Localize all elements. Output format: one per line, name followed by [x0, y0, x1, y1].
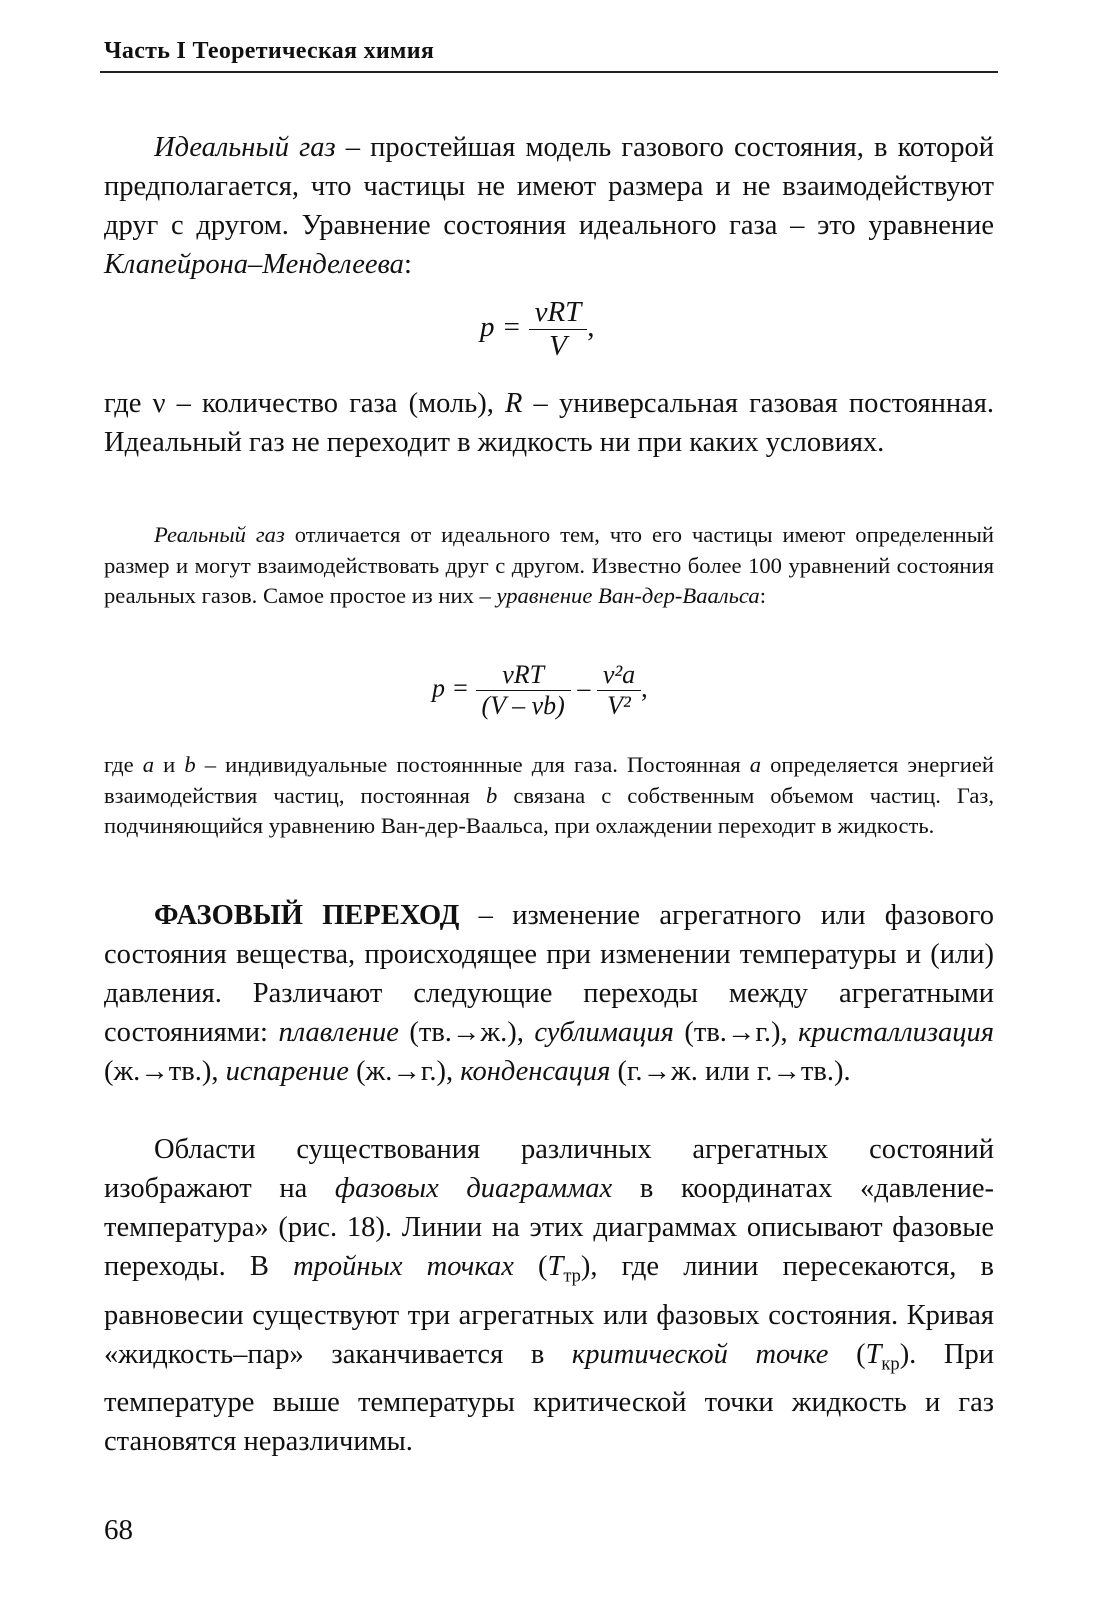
formula2-lhs: p = [432, 673, 470, 703]
p6-t6: ). При температуре выше температуры критической точки жидкость и газ становятся неразличимы. [104, 1338, 995, 1458]
p6-t2: в координатах «давление-температура» (рис. 18). Линии на этих диаграммах описывают фазовые переходы. В [104, 1173, 994, 1282]
p6-sub1: тр [563, 1265, 581, 1287]
formula-clapeyron [480, 296, 595, 363]
paragraph-ideal-gas-explanation [104, 384, 994, 462]
p4-t5: связана с собственным объемом частиц. Газ, подчиняющийся уравнению Ван-дер-Ваальса, при охлаждении переходит в жидкость. [104, 782, 995, 839]
p5-evaporation: испарение [225, 1056, 349, 1087]
term-real-gas: Реальный газ [154, 522, 285, 547]
p4-a: a [142, 752, 155, 777]
formula1-fraction [529, 296, 588, 363]
p5-crystallization: кристаллизация [798, 1017, 994, 1048]
header-rule [100, 71, 998, 73]
p6-t3: ( [513, 1251, 548, 1282]
p2-text1: где ν – количество газа (моль), [104, 388, 505, 419]
p4-t1: где [104, 752, 143, 777]
p4-t4: определяется энергией взаимодействия частиц, постоянная [104, 752, 994, 808]
formula2-denominator2: V² [597, 690, 641, 721]
formula1-denominator: V [529, 329, 588, 363]
p2-r: R [504, 388, 523, 419]
paragraph-constants [104, 750, 994, 842]
p5-t3: (тв.→г.), [673, 1017, 799, 1048]
running-header: Часть I Теоретическая химия [104, 38, 435, 64]
p6-t1: Области существования различных агрегатных состояний изображают на [104, 1134, 994, 1204]
term-phase-transition: ФАЗОВЫЙ ПЕРЕХОД [154, 900, 460, 931]
p6-T2: T [865, 1338, 882, 1370]
paragraph-ideal-gas [104, 128, 994, 284]
p4-t3: – индивидуальные постояннные для газа. Постоянная [195, 752, 750, 777]
p6-phase-diagrams: фазовых диаграммах [334, 1173, 613, 1204]
formula2-fraction2 [597, 660, 641, 721]
p6-t5: ( [828, 1338, 866, 1370]
paragraph-phase-transition [104, 896, 994, 1091]
formula-van-der-waals [432, 660, 648, 721]
term-ideal-gas: Идеальный газ [154, 132, 336, 163]
p5-t2: (тв.→ж.), [398, 1017, 535, 1048]
p5-t6: (г.→ж. или г.→тв.). [610, 1056, 851, 1087]
p3-text2: : [759, 583, 766, 609]
formula2-tail: , [641, 673, 648, 703]
p1-text2: : [403, 249, 412, 280]
p6-T1: T [547, 1251, 564, 1282]
formula2-minus: – [577, 673, 591, 703]
p5-t5: (ж.→г.), [348, 1056, 461, 1087]
p4-a2: a [749, 752, 762, 777]
p6-critical-point: критической точке [571, 1338, 829, 1370]
formula2-numerator2: ν²a [602, 660, 636, 689]
p2-text2: – универсальная газовая постоянная. Идеальный газ не переходит в жидкость ни при каких условиях. [104, 388, 994, 458]
p5-condensation: конденсация [460, 1056, 611, 1087]
p4-b2: b [486, 782, 498, 808]
formula1-numerator: νRT [534, 296, 582, 328]
formula1-lhs: p = [480, 311, 522, 344]
p6-triple-points: тройных точках [293, 1251, 514, 1282]
paragraph-phase-diagrams [104, 1130, 994, 1461]
p5-melting: плавление [278, 1017, 399, 1048]
p6-sub2: кр [881, 1353, 900, 1375]
formula2-fraction1 [476, 660, 571, 721]
term-clapeyron: Клапейрона–Менделеева [104, 249, 404, 280]
p4-t2: и [154, 752, 185, 777]
p5-t1: – изменение агрегатного или фазового состояния вещества, происходящее при изменении температуры и (или) давления. Различают следующие переходы между агрегатными состояниями: [104, 900, 994, 1048]
p3-text1: отличается от идеального тем, что его частицы имеют определенный размер и могут взаимодействовать друг с другом. Известно более 100 уравнений состояния реальных газов. Самое простое из них – [104, 522, 994, 609]
formula1-tail: , [587, 311, 595, 344]
page-number: 68 [104, 1514, 133, 1546]
formula2-numerator1: νRT [502, 660, 545, 689]
paragraph-real-gas [104, 520, 994, 612]
p4-b: b [184, 752, 196, 777]
p1-text1: – простейшая модель газового состояния, в которой предполагается, что частицы не имеют размера и не взаимодействуют друг с другом. Уравнение состояния идеального газа – это уравнение [104, 132, 994, 241]
p5-sublimation: сублимация [534, 1017, 674, 1048]
p5-t4: (ж.→тв.), [104, 1056, 226, 1087]
p6-t4: ), где линии пересекаются, в равновесии существуют три агрегатных или фазовых состояния. Кривая «жидкость–пар» заканчивается в [104, 1251, 994, 1370]
term-van-der-waals: уравнение Ван-дер-Ваальса [496, 583, 760, 609]
formula2-denominator1: (V – νb) [476, 690, 571, 721]
